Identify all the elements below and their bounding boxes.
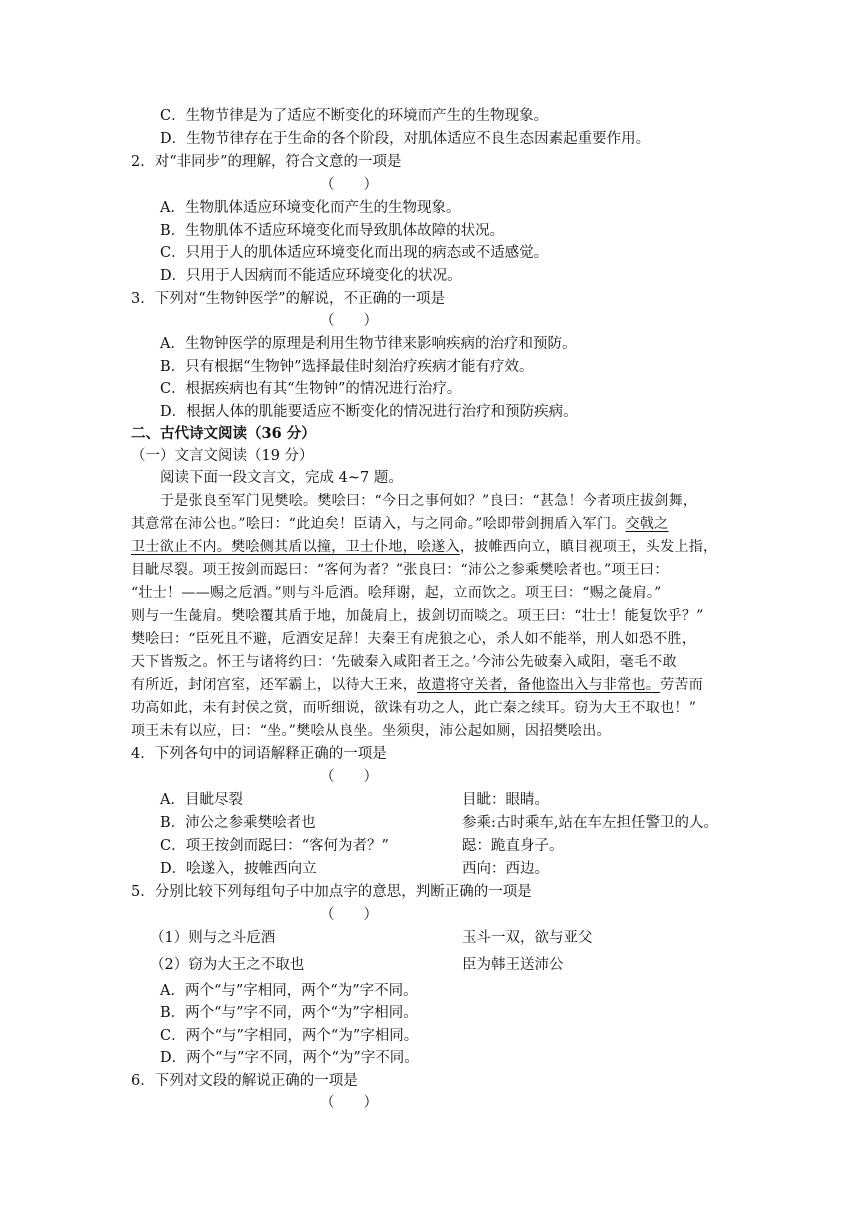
q2-stem: 2．对“非同步”的理解，符合文意的一项是 (131, 154, 402, 170)
passage-line-9 (131, 675, 731, 695)
passage-text: 劳苦而 (660, 677, 704, 693)
q4-option-a-gloss: 目眦：眼睛。 (462, 792, 549, 808)
q3-option-a: A．生物钟医学的原理是利用生物节律来影响疾病的治疗和预防。 (160, 336, 577, 352)
q5-option-a: A．两个“与”字相同，两个“为”字不同。 (160, 983, 418, 999)
q4-stem: 4．下列各句中的词语解释正确的一项是 (131, 746, 387, 762)
q5-group-1: （1）则与之斗卮酒 (150, 930, 276, 946)
q3-option-b: B．只有根据“生物钟”选择最佳时刻治疗疾病才能有疗效。 (160, 359, 534, 375)
underlined-sentence: 交戟之 (625, 516, 669, 532)
q6-answer-paren: （ ） (320, 1095, 378, 1111)
q4-option-b: B．沛公之参乘樊哙者也 (160, 815, 316, 831)
q3-option-d: D．根据人体的肌能要适应不断变化的情况进行治疗和预防疾病。 (160, 404, 578, 420)
q5-answer-paren: （ ） (320, 907, 378, 923)
q4-option-c: C．项王按剑而跽曰：“客何为者？” (160, 838, 389, 854)
passage-line-1: 于是张良至军门见樊哙。樊哙曰：“今日之事何如？”良曰：“甚急！今者项庄拔剑舞， (160, 493, 698, 509)
q4-option-c-gloss: 跽：跪直身子。 (462, 838, 564, 854)
q4-option-d: D．哙遂入，披帷西向立 (160, 861, 317, 877)
q5-group-1-compare: 玉斗一双，欲与亚父 (462, 930, 593, 946)
q2-option-d: D．只用于人因病而不能适应环境变化的状况。 (160, 268, 462, 284)
passage-line-4: 目眦尽裂。项王按剑而跽曰：“客何为者？”张良曰：“沛公之参乘樊哙者也。”项王曰： (131, 562, 669, 578)
q4-answer-paren: （ ） (320, 769, 378, 785)
passage-line-11: 项王未有以应，曰：“坐。”樊哙从良坐。坐须臾，沛公起如厕，因招樊哙出。 (131, 723, 611, 739)
passage-line-2 (131, 514, 731, 534)
passage-line-6: 则与一生彘肩。樊哙覆其盾于地，加彘肩上，拔剑切而啖之。项王曰：“壮士！能复饮乎？” (131, 608, 704, 624)
q5-option-c: C．两个“与”字相同，两个“为”字相同。 (160, 1028, 419, 1044)
q2-option-c: C．只用于人的肌体适应环境变化而出现的病态或不适感觉。 (160, 245, 549, 261)
q2-answer-paren: （ ） (320, 177, 378, 193)
q5-group-2-compare: 臣为韩王送沛公 (462, 957, 564, 973)
q2-option-a: A．生物肌体适应环境变化而产生的生物现象。 (160, 200, 461, 216)
passage-line-8: 天下皆叛之。怀王与诸将约曰：‘先破秦入咸阳者王之。’今沛公先破秦入咸阳，毫毛不敢 (131, 654, 677, 670)
q6-stem: 6．下列对文段的解说正确的一项是 (131, 1073, 358, 1089)
q3-answer-paren: （ ） (320, 313, 378, 329)
q3-option-c: C．根据疾病也有其“生物钟”的情况进行治疗。 (160, 381, 462, 397)
q4-option-d-gloss: 西向：西边。 (462, 861, 549, 877)
passage-line-10: 功高如此，未有封侯之赏，而听细说，欲诛有功之人，此亡秦之续耳。窃为大王不取也！” (131, 700, 697, 716)
passage-text: ，披帷西向立，瞋目视项王，头发上指， (459, 539, 718, 555)
passage-text: 有所近，封闭宫室，还军霸上，以待大王来， (131, 677, 417, 693)
passage-line-3 (131, 537, 731, 557)
subsection-heading: （一）文言文阅读（19 分） (131, 448, 314, 464)
underlined-sentence: 卫士欲止不内。樊哙侧其盾以撞，卫士仆地，哙遂入 (131, 539, 460, 555)
section-heading: 二、古代诗文阅读（36 分） (131, 425, 316, 442)
q4-option-b-gloss: 参乘:古时乘车,站在车左担任警卫的人。 (462, 815, 718, 831)
q1-option-c: C．生物节律是为了适应不断变化的环境而产生的生物现象。 (160, 108, 549, 124)
q4-option-a: A．目眦尽裂 (160, 792, 243, 808)
q5-group-2: （2）窃为大王之不取也 (150, 957, 305, 973)
q2-option-b: B．生物肌体不适应环境变化而导致肌体故障的状况。 (160, 223, 505, 239)
passage-line-5: “壮士！——赐之卮酒。”则与斗卮酒。哙拜谢，起，立而饮之。项王曰：“赐之彘肩。” (131, 585, 662, 601)
q5-option-d: D．两个“与”字不同，两个“为”字不同。 (160, 1050, 419, 1066)
reading-instruction: 阅读下面一段文言文，完成 4~7 题。 (160, 470, 403, 486)
q5-option-b: B．两个“与”字不同，两个“为”字相同。 (160, 1005, 418, 1021)
q3-stem: 3．下列对“生物钟医学”的解说，不正确的一项是 (131, 291, 446, 307)
q5-stem: 5．分别比较下列每组句子中加点字的意思，判断正确的一项是 (131, 884, 532, 900)
q1-option-d: D．生物节律存在于生命的各个阶段，对肌体适应不良生态因素起重要作用。 (160, 131, 651, 147)
passage-text: 其意常在沛公也。”哙曰：“此迫矣！臣请入，与之同命。”哙即带剑拥盾入军门。 (131, 516, 626, 532)
underlined-sentence: 故遣将守关者，备他盗出入与非常也。 (417, 677, 661, 693)
passage-line-7: 樊哙曰：“臣死且不避，卮酒安足辞！夫秦王有虎狼之心，杀人如不能举，刑人如恐不胜， (131, 631, 697, 647)
